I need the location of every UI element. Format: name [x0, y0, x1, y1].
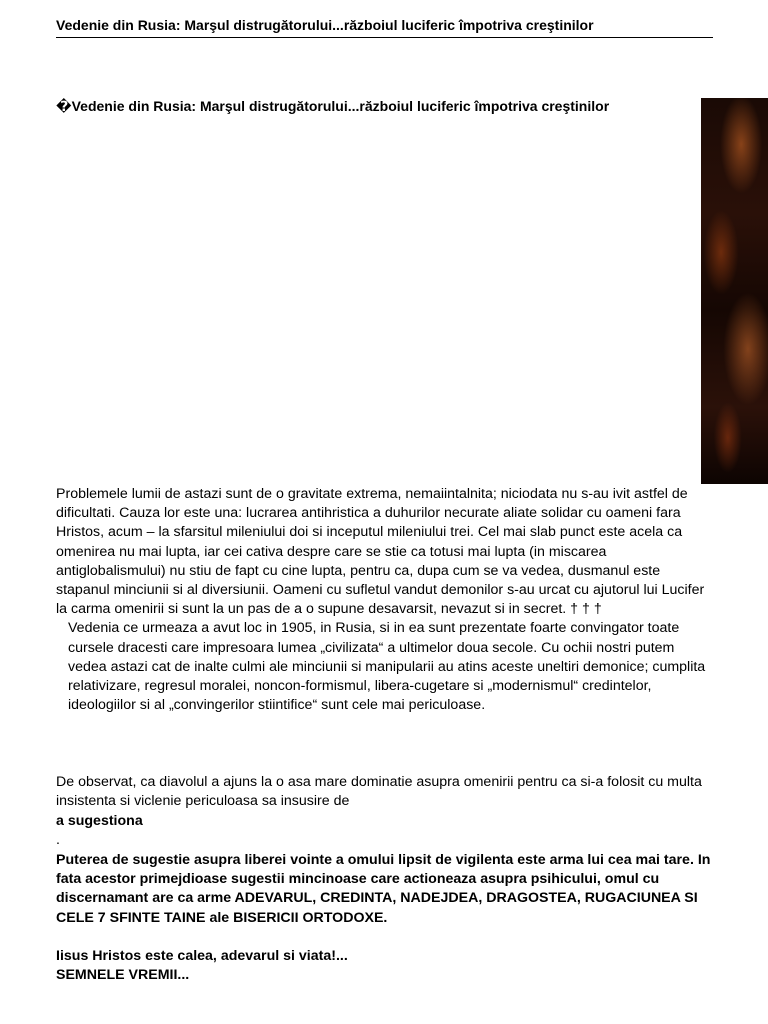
dot-separator: .	[56, 832, 60, 848]
running-header: Vedenie din Rusia: Marşul distrugătorului...războiul luciferic împotriva creştinilor	[56, 17, 594, 33]
article-title: �Vedenie din Rusia: Marşul distrugătorului...războiul luciferic împotriva creştinilor	[56, 98, 610, 114]
article-body	[56, 485, 716, 715]
paragraph-intro: Problemele lumii de astazi sunt de o gravitate extrema, nemaiintalnita; niciodata nu s-au ivit astfel de dificultati. Cauza lor este una: lucrarea antihristica a duhurilor necurate aliate solidar cu oameni fara Hristos, acum – la sfarsitul mileniului doi si inceputul mileniului trei. Cel mai slab punct este acela ca omenirea nu mai lupta, iar cei cativa despre care se stie ca totusi mai lupta (in miscarea antiglobalismului) nu stiu de fapt cu cine lupta, pentru ca, dupa cum se va vedea, dusmanul este stapanul minciunii si al diversiunii. Oameni cu sufletul vandut demonilor s-au urcat cu ajutorul lui Lucifer la carma omenirii si sunt la un pas de a o supune desavarsit, nevazut si in secret. † † †	[56, 486, 705, 618]
sugestiona-text: a sugestiona	[56, 813, 143, 829]
header-divider	[56, 37, 713, 38]
fire-image	[701, 98, 768, 484]
paragraph-suggestion-power: Puterea de sugestie asupra liberei vointe a omului lipsit de vigilenta este arma lui cea mai tare. In fata acestor primejdioase sugestii mincinoase care actioneaza asupra psihicului, omul cu discernamant are ca arme ADEVARUL, CREDINTA, NADEJDEA, DRAGOSTEA, RUGACIUNEA SI CELE 7 SFINTE TAINE ale BISERICII ORTODOXE.	[56, 852, 711, 926]
signs-of-times: SEMNELE VREMII...	[56, 967, 190, 983]
paragraph-vision: Vedenia ce urmeaza a avut loc in 1905, in Rusia, si in ea sunt prezentate foarte convingator toate cursele dracesti care impresoara lumea „civilizata“ a ultimelor doua secole. Cu ochii nostri putem vedea astazi cat de inalte culmi ale minciunii si manipularii au atins aceste uneltiri demonice; cumplita relativizare, regresul moralei, noncon-formismul, libera-cugetare si „modernismul“ credintelor, ideologiilor si al „convingerilor stiintifice“ sunt cele mai periculoase.	[68, 620, 706, 714]
paragraph-observation: De observat, ca diavolul a ajuns la o asa mare dominatie asupra omenirii pentru ca si-a folosit cu multa insistenta si viclenie periculoasa sa insusire de	[56, 774, 702, 810]
closing-statement: Iisus Hristos este calea, adevarul si viata!...	[56, 948, 348, 964]
